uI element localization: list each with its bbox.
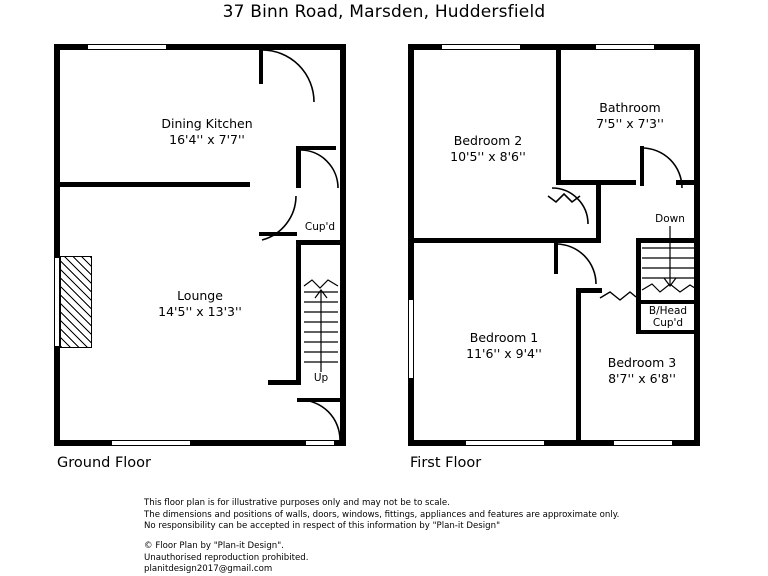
annotation-ground-up: Up <box>313 372 329 384</box>
floor-label-ground: Ground Floor <box>57 455 152 471</box>
room-dimensions: 11'6'' x 9'4'' <box>466 346 542 361</box>
room-dimensions: 10'5'' x 8'6'' <box>450 149 526 164</box>
room-label-dining-kitchen <box>112 116 302 148</box>
ground-floor-chimney-breast <box>60 256 92 348</box>
disclaimer-line-1: This floor plan is for illustrative purposes only and may not be to scale. <box>144 498 450 508</box>
credit-line-1: © Floor Plan by "Plan-it Design". <box>144 541 284 551</box>
first-floor-window-bedroom2-top <box>442 44 520 50</box>
room-dimensions: 7'5'' x 7'3'' <box>596 116 664 131</box>
room-dimensions: 16'4'' x 7'7'' <box>169 132 245 147</box>
first-floor-window-bedroom1-left <box>408 300 414 378</box>
first-floor-wall-landing-right <box>596 185 601 243</box>
room-label-bedroom-2 <box>420 133 556 165</box>
room-name: Bedroom 2 <box>453 133 523 148</box>
credit <box>144 541 664 576</box>
ground-floor-window-kitchen-top <box>88 44 166 50</box>
first-floor-window-bathroom-top <box>596 44 654 50</box>
ground-floor-internal-wall-kitchen-lounge <box>60 182 250 187</box>
first-floor-wall-bedroom1-top-stub <box>576 288 602 293</box>
annotation-first-cupboard: Cup'd <box>652 317 684 329</box>
first-floor-wall-stairs-top <box>636 238 700 243</box>
room-name: Dining Kitchen <box>161 116 253 131</box>
credit-email: planitdesign2017@gmail.com <box>144 564 273 575</box>
room-label-bedroom-1 <box>432 330 576 362</box>
room-label-bedroom-3 <box>582 355 702 387</box>
room-label-lounge <box>105 288 295 320</box>
room-dimensions: 8'7'' x 6'8'' <box>608 371 676 386</box>
first-floor-wall-bathroom-left <box>556 50 561 184</box>
ground-floor-wall-left <box>54 44 60 446</box>
disclaimer-line-3: No responsibility can be accepted in respect of this information by "Plan-it Design" <box>144 521 501 532</box>
room-name: Bedroom 3 <box>607 355 677 370</box>
first-floor-wall-bathroom-bottom-right <box>676 180 700 185</box>
floor-label-first: First Floor <box>410 455 482 471</box>
first-floor-wall-bedroom1-right <box>576 292 581 446</box>
page-title: 37 Binn Road, Marsden, Huddersfield <box>222 2 546 22</box>
room-label-bathroom <box>566 100 694 132</box>
first-floor-window-bedroom1-bottom <box>466 440 544 446</box>
room-name: Bedroom 1 <box>469 330 539 345</box>
room-name: Bathroom <box>599 100 661 115</box>
ground-floor-wall-right <box>340 44 346 446</box>
ground-floor-internal-wall-cupboard-top <box>296 240 341 245</box>
first-floor-wall-bhead-top <box>636 300 700 304</box>
credit-line-2: Unauthorised reproduction prohibited. <box>144 552 309 563</box>
ground-floor-window-lounge-bottom <box>112 440 190 446</box>
ground-floor-internal-wall-cupboard-bottom <box>268 380 301 385</box>
disclaimer-line-2: The dimensions and positions of walls, doors, windows, fittings, appliances and features are approximate only. <box>144 509 620 520</box>
ground-floor-wall-bottom <box>54 440 346 446</box>
ground-floor-internal-wall-hall-left <box>296 146 301 188</box>
room-name: Lounge <box>177 288 223 303</box>
annotation-first-bulkhead: B/Head <box>648 305 688 317</box>
ground-floor-window-hall-bottom <box>306 440 334 446</box>
first-floor-wall-landing-top <box>414 238 600 243</box>
ground-floor-internal-wall-hall-lower <box>296 240 301 385</box>
room-dimensions: 14'5'' x 13'3'' <box>158 304 242 319</box>
annotation-ground-cupboard: Cup'd <box>304 221 336 233</box>
annotation-first-down: Down <box>655 213 685 225</box>
first-floor-wall-left <box>408 44 414 446</box>
disclaimer <box>144 498 664 533</box>
first-floor-window-bedroom3-bottom <box>614 440 672 446</box>
first-floor-wall-bhead-bottom <box>636 330 700 334</box>
